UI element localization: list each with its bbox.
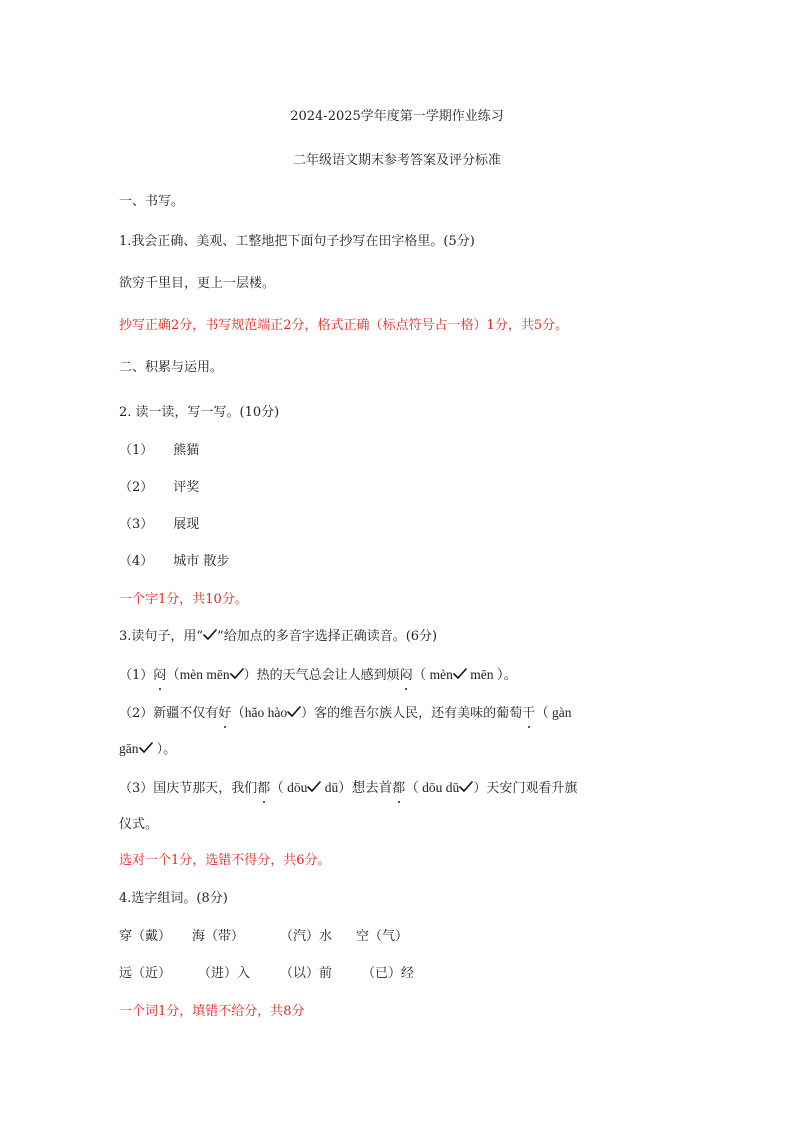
q2-item-answer: 熊猫: [173, 443, 200, 458]
q2-item-number: （4）: [119, 554, 154, 569]
check-mark-icon: [203, 629, 217, 641]
check-mark-icon: [287, 706, 301, 718]
section-2-heading: 二、积累与运用。: [119, 360, 224, 375]
q3-sentence-3-continued: 仪式。: [119, 817, 159, 832]
dotted-character: 都: [257, 781, 271, 796]
check-mark-icon: [453, 668, 467, 680]
q4-word: （以）前: [280, 966, 333, 981]
check-mark-icon: [307, 781, 321, 793]
q3-sentence-2-continued: gān ）。: [119, 741, 177, 757]
q3-question: 3.读句子，用“ ”给加点的多音字选择正确读音。(6分): [119, 629, 438, 644]
q1-answer: 欲穷千里目，更上一层楼。: [119, 276, 276, 291]
q4-word: 远（近）: [119, 966, 172, 981]
q2-item-1: [119, 442, 199, 460]
q2-item-answer: 展现: [173, 517, 200, 532]
q4-scoring: 一个词1分，填错不给分，共8分: [119, 1004, 305, 1019]
q2-scoring: 一个字1分，共10分。: [119, 592, 248, 607]
q3-sentence-2: （2）新疆不仅有好（hǎo hào ）客的维吾尔族人民，还有美味的葡萄干（ gàn: [119, 705, 572, 721]
q3-sentence-3: （3）国庆节那天，我们都（ dōu dū）想去首都（ dōu dū ）天安门观看升旗: [119, 780, 578, 796]
q4-word: 空（气）: [356, 929, 409, 944]
dotted-character: 闷: [153, 668, 167, 683]
q4-word: （已）经: [362, 966, 415, 981]
q4-word: （进）入: [198, 966, 251, 981]
check-mark-icon: [230, 668, 244, 680]
q2-item-2: [119, 479, 199, 497]
dotted-character: 干: [522, 706, 536, 721]
document-title: 2024-2025学年度第一学期作业练习: [290, 109, 504, 124]
q4-word: 海（带）: [192, 929, 245, 944]
q4-row-1: [119, 928, 439, 946]
check-mark-icon: [139, 742, 153, 754]
q2-item-number: （1）: [119, 443, 154, 458]
q3-sentence-1: （1）闷（mèn mēn ）热的天气总会让人感到烦闷（ mèn mēn ）。: [119, 667, 518, 683]
q4-row-2: [119, 965, 439, 983]
q4-question: 4.选字组词。(8分): [119, 891, 228, 906]
q1-question: 1.我会正确、美观、工整地把下面句子抄写在田字格里。(5分): [119, 234, 475, 249]
document-subtitle: 二年级语文期末参考答案及评分标准: [292, 153, 501, 168]
q2-item-number: （2）: [119, 480, 154, 495]
q4-word: （汽）水: [280, 929, 333, 944]
dotted-character: 都: [392, 781, 406, 796]
q3-scoring: 选对一个1分，选错不得分，共6分。: [119, 853, 331, 868]
q1-scoring: 抄写正确2分，书写规范端正2分，格式正确（标点符号占一格）1分，共5分。: [119, 318, 569, 333]
q2-question: 2. 读一读，写一写。(10分): [119, 405, 280, 420]
q2-item-3: [119, 516, 199, 534]
section-1-heading: 一、书写。: [119, 194, 185, 209]
dotted-character: 闷: [399, 668, 413, 683]
q2-item-answer: 城市 散步: [173, 554, 230, 569]
q2-item-answer: 评奖: [173, 480, 200, 495]
q2-item-number: （3）: [119, 517, 154, 532]
check-mark-icon: [459, 781, 473, 793]
q4-word: 穿（戴）: [119, 929, 172, 944]
dotted-character: 好: [218, 706, 232, 721]
q2-item-4: [119, 553, 229, 571]
